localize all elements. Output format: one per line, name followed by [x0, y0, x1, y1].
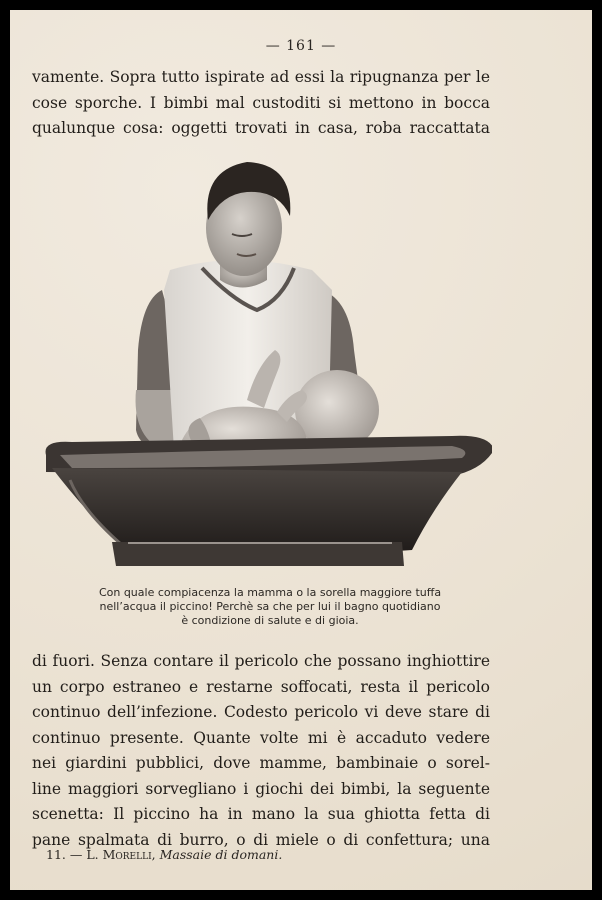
signature-mark: 11. — — [46, 847, 83, 862]
book-page — [10, 10, 592, 890]
page-number: — 161 — — [265, 38, 337, 54]
body-text-top — [32, 65, 490, 142]
figure-caption — [70, 586, 470, 628]
footer-book-title: Massaie di domani. — [159, 847, 283, 862]
bath-photograph — [32, 150, 492, 570]
footer-author: L. Morelli, — [86, 847, 156, 862]
text-line: pane spalmata di burro, o di miele o di confettura; una — [32, 830, 490, 849]
page-footer — [46, 847, 282, 862]
caption-line: Con quale compiacenza la mamma o la sorella maggiore tuffa — [98, 586, 442, 599]
text-line: continuo presente. Quante volte mi è accaduto vedere — [32, 728, 490, 747]
caption-line: nell’acqua il piccino! Perchè sa che per lui il bagno quotidiano — [99, 600, 441, 613]
text-line: nei giardini pubblici, dove mamme, bambinaie o sorel- — [32, 754, 490, 772]
caption-line: è condizione di salute e di gioia. — [181, 614, 359, 627]
text-line: vamente. Sopra tutto ispirate ad essi la ripugnanza per le — [32, 68, 490, 86]
text-line: continuo dell’infezione. Codesto pericolo vi deve stare di — [32, 703, 490, 721]
text-line: qualunque cosa: oggetti trovati in casa, roba raccattata — [32, 119, 490, 137]
text-line: cose sporche. I bimbi mal custoditi si mettono in bocca — [32, 93, 490, 112]
text-line: di fuori. Senza contare il pericolo che possano inghiottire — [32, 652, 490, 670]
text-line: line maggiori sorvegliano i giochi dei bimbi, la seguente — [32, 779, 490, 798]
text-line: un corpo estraneo e restarne soffocati, resta il pericolo — [32, 677, 490, 696]
body-text-bottom — [32, 649, 490, 853]
text-line: scenetta: Il piccino ha in mano la sua ghiotta fetta di — [32, 805, 490, 823]
